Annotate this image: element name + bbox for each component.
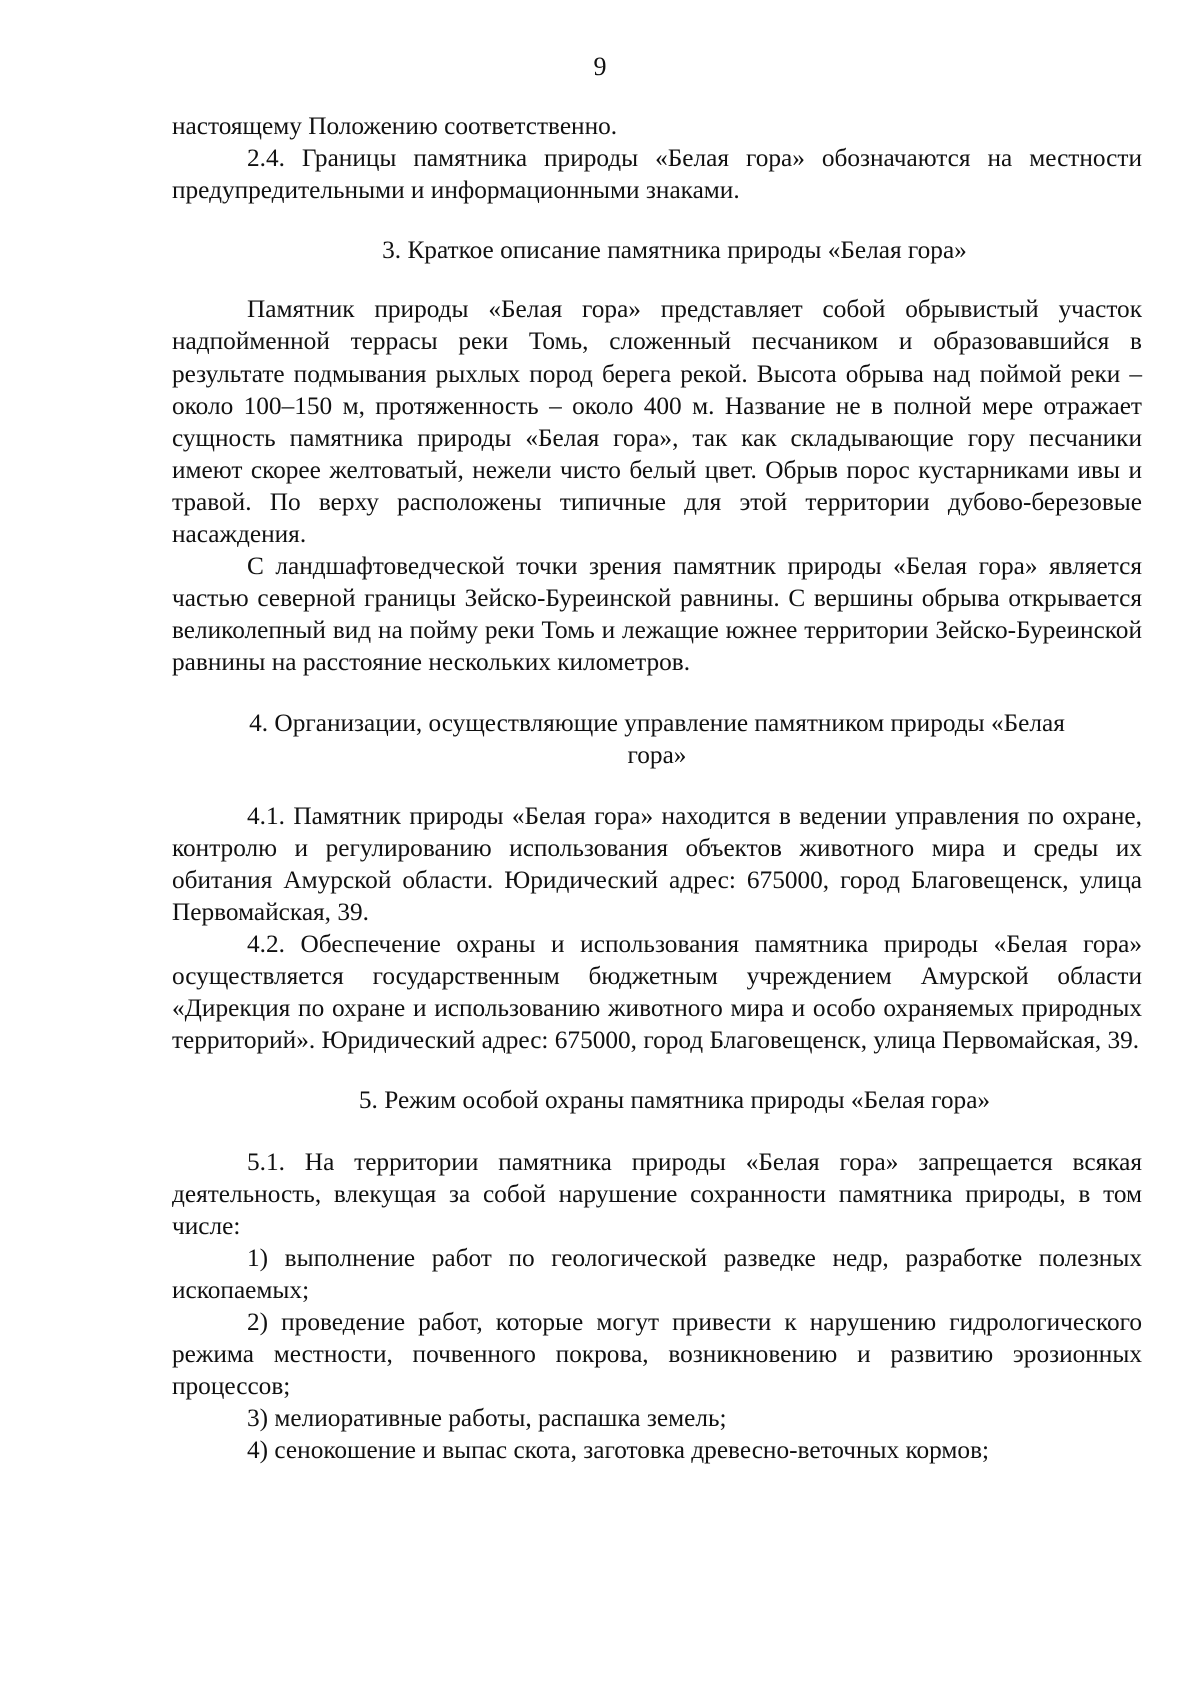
paragraph-4-1: 4.1. Памятник природы «Белая гора» находится в ведении управления по охране, контролю и регулированию использования объектов животного мира и среды их обитания Амурской области. Юридический адрес: 675000, город Благовещенск, улица Первомайская, 39. xyxy=(172,801,1142,926)
section-heading-3: 3. Краткое описание памятника природы «Белая гора» xyxy=(382,236,967,265)
section-heading-5: 5. Режим особой охраны памятника природы «Белая гора» xyxy=(358,1086,991,1115)
paragraph-2-4: 2.4. Границы памятника природы «Белая гора» обозначаются на местности предупредительными и информационными знаками. xyxy=(172,144,1142,205)
page-number: 9 xyxy=(593,52,607,81)
section-heading-4: 4. Организации, осуществляющие управление памятником природы «Белая гора» xyxy=(249,708,1065,769)
document-body xyxy=(172,110,1142,1466)
paragraph-5-1: 5.1. На территории памятника природы «Белая гора» запрещается всякая деятельность, влекущая за собой нарушение сохранности памятника природы, в том числе: xyxy=(172,1147,1142,1240)
paragraph-4-2: 4.2. Обеспечение охраны и использования памятника природы «Белая гора» осуществляется государственным бюджетным учреждением Амурской области «Дирекция по охране и использованию животного мира и особо охраняемых природных территорий». Юридический адрес: 675000, город Благовещенск, улица Первомайская, 39. xyxy=(172,930,1142,1055)
list-item-2: 2) проведение работ, которые могут привести к нарушению гидрологического режима местности, почвенного покрова, возникновению и развитию эрозионных процессов; xyxy=(172,1308,1142,1401)
list-item-1: 1) выполнение работ по геологической разведке недр, разработке полезных ископаемых; xyxy=(172,1243,1142,1304)
list-item-4: 4) сенокошение и выпас скота, заготовка древесно-веточных кормов; xyxy=(247,1436,990,1465)
paragraph-landscape: С ландшафтоведческой точки зрения памятник природы «Белая гора» является частью северной границы Зейско-Буреинской равнины. С вершины обрыва открывается великолепный вид на пойму реки Томь и лежащие южнее территории Зейско-Буреинской равнины на расстояние нескольких километров. xyxy=(172,552,1142,677)
paragraph-description: Памятник природы «Белая гора» представляет собой обрывистый участок надпойменной террасы реки Томь, сложенный песчаником и образовавшийся в результате подмывания рыхлых пород берега рекой. Высота обрыва над поймой реки – около 100–150 м, протяженность – около 400 м. Название не в полной мере отражает сущность памятника природы «Белая гора», так как складывающие гору песчаники имеют скорее желтоватый, нежели чисто белый цвет. Обрыв порос кустарниками ивы и травой. По верху расположены типичные для этой территории дубово-березовые насаждения. xyxy=(172,295,1142,549)
paragraph-continuation: настоящему Положению соответственно. xyxy=(172,112,618,140)
list-item-3: 3) мелиоративные работы, распашка земель; xyxy=(247,1404,727,1433)
